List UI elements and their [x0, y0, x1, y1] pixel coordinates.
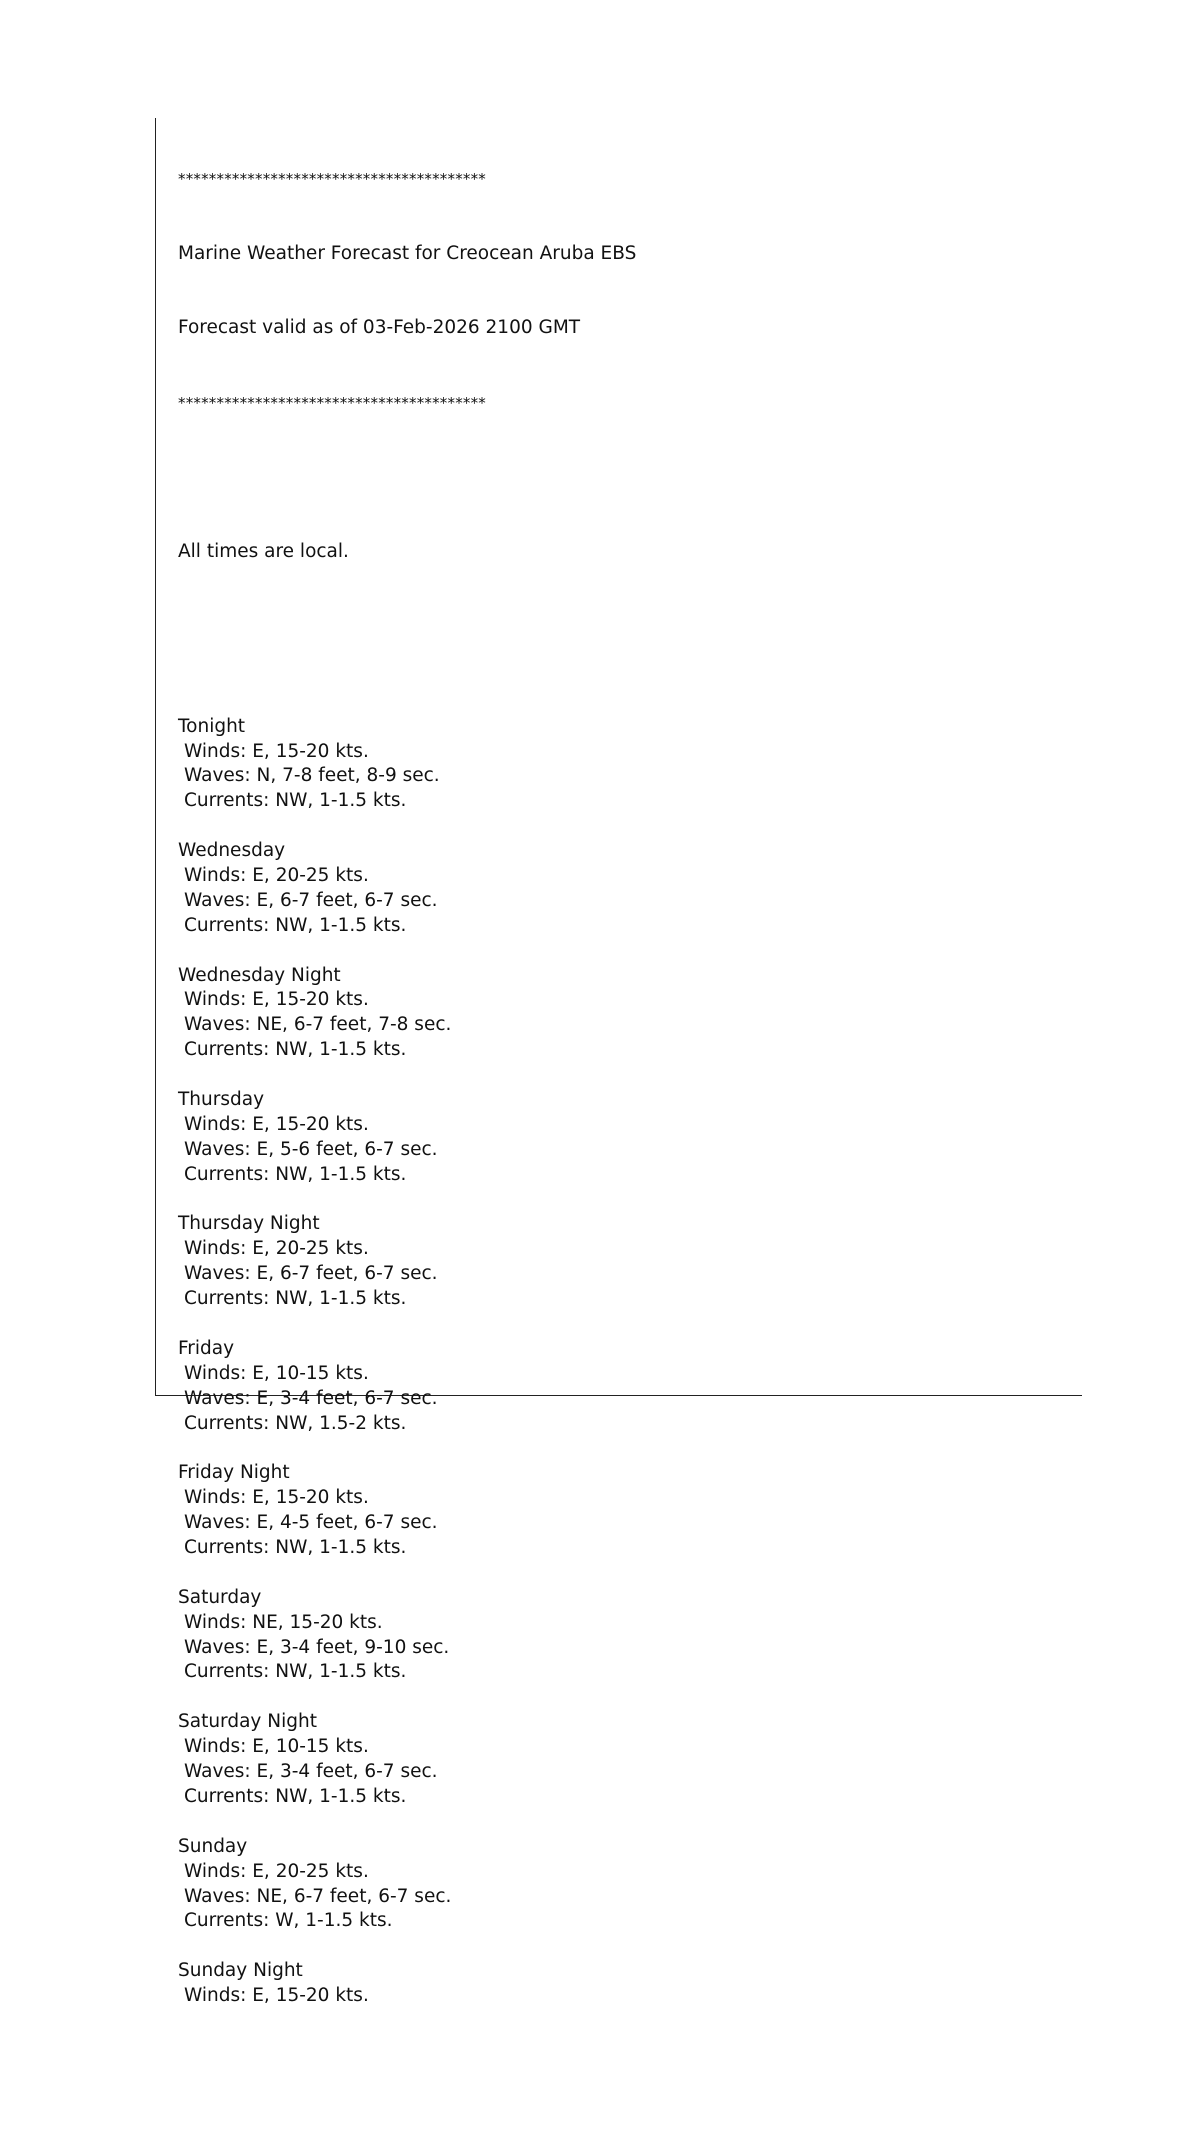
forecast-period — [178, 1461, 636, 1585]
frame-left-border — [155, 118, 156, 1396]
blank-line — [178, 1685, 636, 1710]
period-name: Tonight — [178, 715, 246, 737]
forecast-period — [178, 1710, 636, 1834]
blank-line — [178, 1188, 636, 1213]
period-waves: Waves: N, 7-8 feet, 8-9 sec. — [184, 765, 440, 787]
period-waves: Waves: E, 3-4 feet, 6-7 sec. — [184, 1761, 438, 1783]
forecast-title: Marine Weather Forecast for Creocean Aruba EBS — [178, 242, 637, 264]
period-currents: Currents: NW, 1-1.5 kts. — [184, 1039, 407, 1061]
period-currents: Currents: NW, 1-1.5 kts. — [184, 1537, 407, 1559]
forecast-period — [178, 964, 636, 1088]
period-currents: Currents: NW, 1-1.5 kts. — [184, 1661, 407, 1683]
blank-line — [178, 1436, 636, 1461]
period-waves: Waves: E, 3-4 feet, 9-10 sec. — [184, 1636, 450, 1658]
forecast-valid-time: Forecast valid as of 03-Feb-2026 2100 GMT — [178, 317, 581, 339]
period-waves — [178, 2009, 636, 2034]
period-winds: Winds: E, 15-20 kts. — [184, 1985, 369, 2007]
period-waves: Waves: E, 6-7 feet, 6-7 sec. — [184, 1263, 438, 1285]
period-name: Sunday Night — [178, 1960, 303, 1982]
period-winds: Winds: E, 15-20 kts. — [184, 1113, 369, 1135]
period-waves: Waves: E, 5-6 feet, 6-7 sec. — [184, 1138, 438, 1160]
blank-line — [178, 1063, 636, 1088]
forecast-period — [178, 1959, 636, 2083]
blank-line — [178, 615, 636, 640]
header-stars-top: **************************************** — [178, 169, 486, 188]
period-currents: Currents: NW, 1-1.5 kts. — [184, 1288, 407, 1310]
blank-line — [178, 939, 636, 964]
period-currents: Currents: NW, 1-1.5 kts. — [184, 1785, 407, 1807]
blank-line — [178, 466, 636, 491]
period-currents: Currents: W, 1-1.5 kts. — [184, 1910, 393, 1932]
period-winds: Winds: E, 15-20 kts. — [184, 740, 369, 762]
forecast-periods — [178, 715, 636, 2084]
period-winds: Winds: E, 10-15 kts. — [184, 1736, 369, 1758]
period-winds: Winds: E, 20-25 kts. — [184, 864, 369, 886]
period-name: Sunday — [178, 1835, 248, 1857]
blank-line — [178, 1810, 636, 1835]
period-winds: Winds: NE, 15-20 kts. — [184, 1611, 383, 1633]
period-currents — [178, 2034, 636, 2059]
local-times-note: All times are local. — [178, 541, 349, 563]
period-currents: Currents: NW, 1-1.5 kts. — [184, 914, 407, 936]
period-waves: Waves: NE, 6-7 feet, 6-7 sec. — [184, 1885, 452, 1907]
period-name: Saturday — [178, 1586, 262, 1608]
blank-line — [178, 2059, 636, 2084]
period-name: Wednesday Night — [178, 964, 341, 986]
period-currents: Currents: NW, 1-1.5 kts. — [184, 1163, 407, 1185]
period-name: Friday — [178, 1337, 235, 1359]
period-name: Saturday Night — [178, 1711, 317, 1733]
blank-line — [178, 1312, 636, 1337]
forecast-period — [178, 715, 636, 839]
period-winds: Winds: E, 20-25 kts. — [184, 1860, 369, 1882]
period-name: Thursday — [178, 1089, 265, 1110]
header-stars-bottom: **************************************** — [178, 393, 486, 412]
forecast-period — [178, 839, 636, 963]
forecast-period — [178, 1337, 636, 1461]
period-winds: Winds: E, 10-15 kts. — [184, 1362, 369, 1384]
period-waves: Waves: NE, 6-7 feet, 7-8 sec. — [184, 1014, 452, 1036]
period-winds: Winds: E, 20-25 kts. — [184, 1238, 369, 1260]
period-waves: Waves: E, 6-7 feet, 6-7 sec. — [184, 889, 438, 911]
period-currents: Currents: NW, 1.5-2 kts. — [184, 1412, 407, 1434]
forecast-text — [178, 117, 636, 2133]
blank-line — [178, 1934, 636, 1959]
period-waves: Waves: E, 4-5 feet, 6-7 sec. — [184, 1512, 438, 1534]
period-name: Friday Night — [178, 1462, 290, 1484]
forecast-period — [178, 1586, 636, 1710]
forecast-period — [178, 1088, 636, 1212]
period-winds: Winds: E, 15-20 kts. — [184, 1487, 369, 1509]
forecast-period — [178, 1835, 636, 1959]
period-currents: Currents: NW, 1-1.5 kts. — [184, 790, 407, 812]
blank-line — [178, 1561, 636, 1586]
period-winds: Winds: E, 15-20 kts. — [184, 989, 369, 1011]
period-name: Wednesday — [178, 840, 286, 862]
forecast-period — [178, 1212, 636, 1336]
period-name: Thursday Night — [178, 1213, 320, 1235]
blank-line — [178, 814, 636, 839]
period-waves: Waves: E, 3-4 feet, 6-7 sec. — [184, 1387, 438, 1409]
